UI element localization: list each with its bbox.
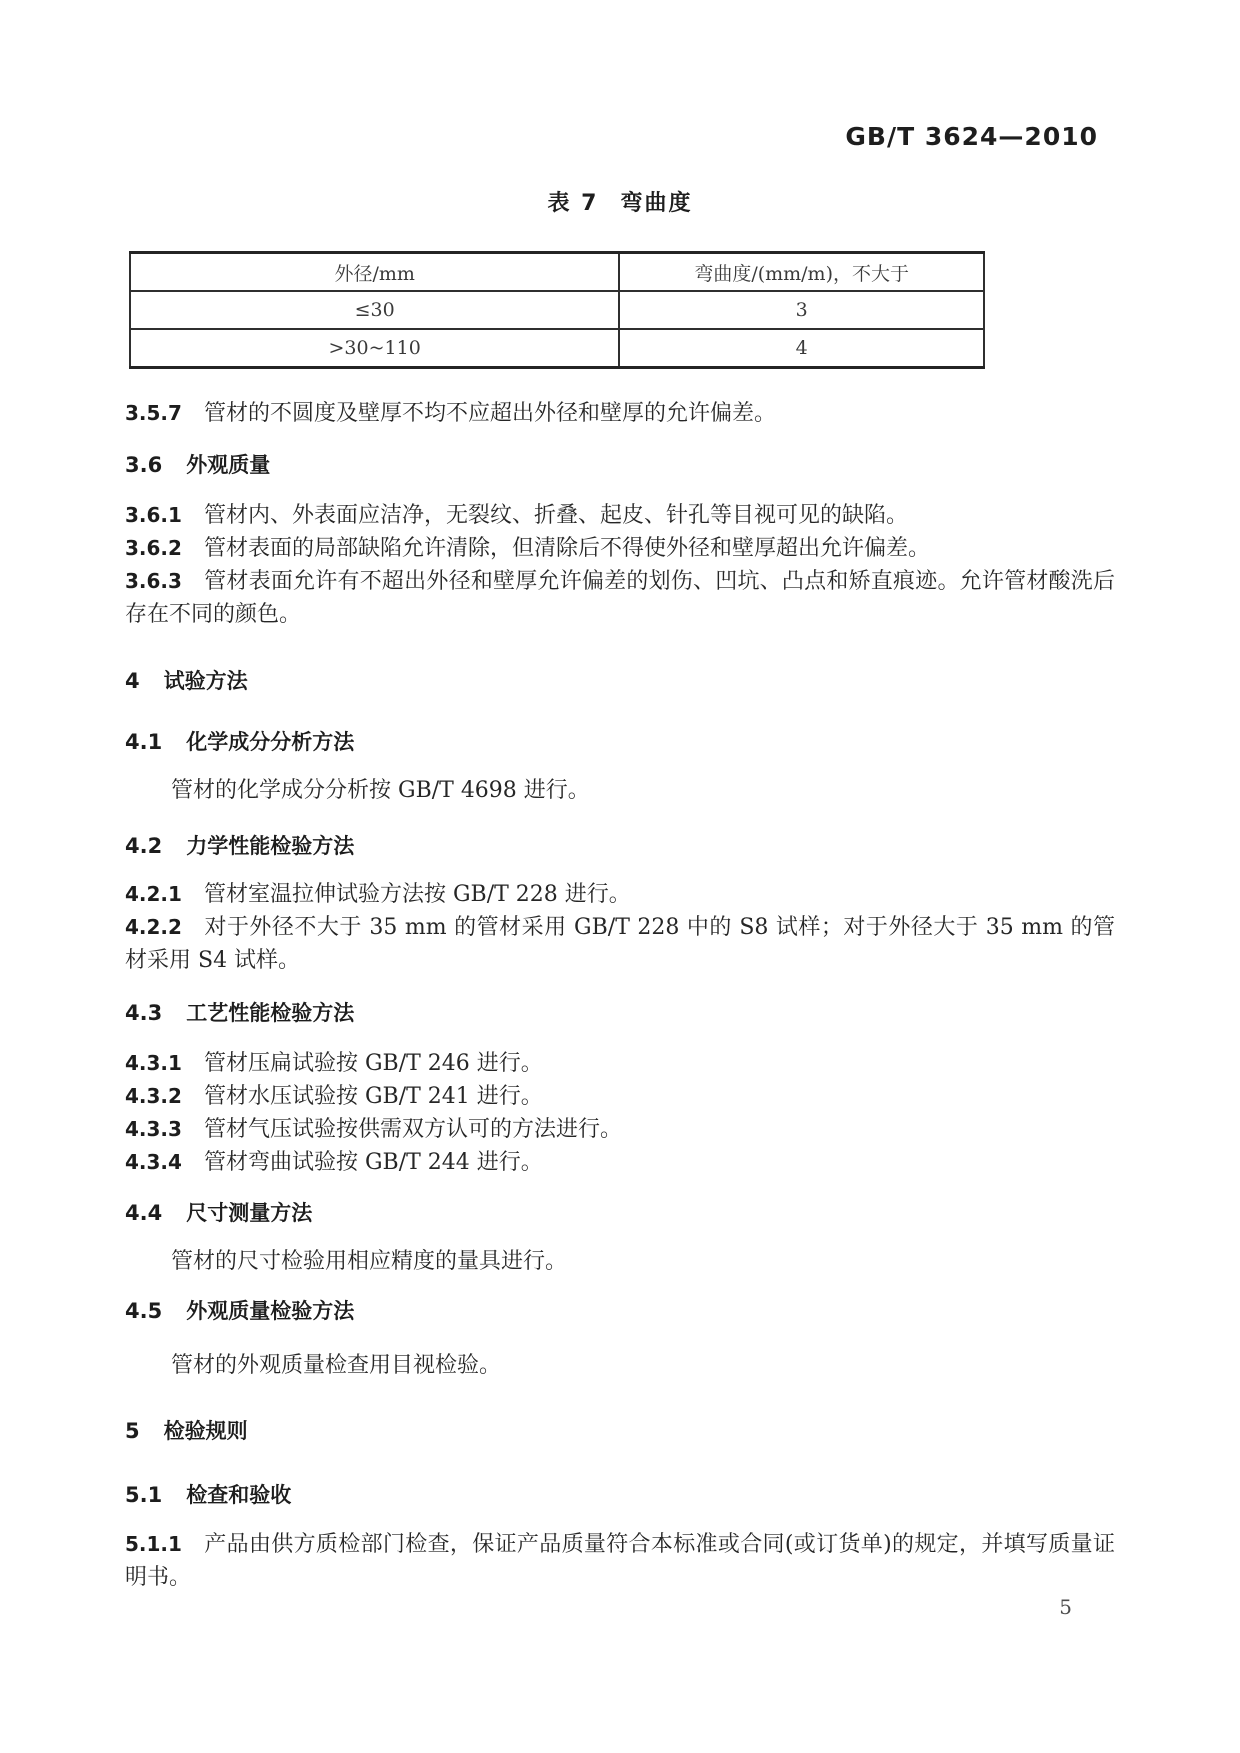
clause-4-3-2 — [125, 1080, 1115, 1113]
clause-text: 管材压扁试验按 GB/T 246 进行。 — [203, 1051, 543, 1076]
clause-number: 5.1.1 — [125, 1532, 182, 1556]
heading-number: 4.2 — [125, 834, 163, 858]
section-heading-4-2 — [125, 830, 1115, 863]
clause-number: 4.3.1 — [125, 1051, 182, 1075]
clause-text: 管材弯曲试验按 GB/T 244 进行。 — [203, 1150, 543, 1175]
page-content — [125, 186, 1115, 1594]
clause-3-6-3 — [125, 565, 1115, 631]
clause-4-3-3 — [125, 1113, 1115, 1146]
clause-4-3-4 — [125, 1146, 1115, 1179]
heading-number: 5 — [125, 1419, 140, 1443]
clause-4-3-1 — [125, 1047, 1115, 1080]
heading-number: 4.4 — [125, 1201, 163, 1225]
clause-text: 管材内、外表面应洁净，无裂纹、折叠、起皮、针孔等目视可见的缺陷。 — [203, 503, 908, 528]
paragraph-dimension-measuring: 管材的尺寸检验用相应精度的量具进行。 — [171, 1249, 568, 1274]
clause-number: 3.5.7 — [125, 401, 182, 425]
clause-5-1-1 — [125, 1528, 1115, 1594]
heading-text: 外观质量 — [186, 453, 271, 477]
heading-text: 化学成分分析方法 — [186, 730, 355, 754]
table-caption — [125, 186, 1115, 217]
clause-4-2-2 — [125, 911, 1115, 977]
clause-number: 4.2.1 — [125, 882, 182, 906]
heading-number: 4.3 — [125, 1001, 163, 1025]
table-cell: 3 — [619, 291, 984, 329]
clause-number: 3.6.3 — [125, 569, 182, 593]
section-heading-4-3 — [125, 997, 1115, 1030]
table-header-row — [130, 253, 984, 292]
section-heading-4-1 — [125, 726, 1115, 759]
heading-number: 3.6 — [125, 453, 163, 477]
page-number: 5 — [1059, 1595, 1072, 1619]
clause-number: 3.6.2 — [125, 536, 182, 560]
bend-degree-table — [129, 251, 985, 369]
heading-text: 外观质量检验方法 — [186, 1299, 355, 1323]
clause-text: 管材的不圆度及壁厚不均不应超出外径和壁厚的允许偏差。 — [203, 401, 776, 426]
heading-text: 试验方法 — [163, 669, 248, 693]
clause-text: 对于外径不大于 35 mm 的管材采用 GB/T 228 中的 S8 试样；对于外径大于 35 mm 的管材采用 S4 试样。 — [125, 915, 1115, 973]
clause-text: 产品由供方质检部门检查，保证产品质量符合本标准或合同(或订货单)的规定，并填写质量证明书。 — [125, 1532, 1115, 1590]
clause-number: 4.3.4 — [125, 1150, 182, 1174]
table-caption-title: 弯曲度 — [620, 191, 693, 216]
clause-number: 4.3.2 — [125, 1084, 182, 1108]
clause-4-2-1 — [125, 878, 1115, 911]
clause-number: 4.2.2 — [125, 915, 182, 939]
section-heading-5-1 — [125, 1479, 1115, 1512]
table-caption-label: 表 7 — [547, 191, 599, 216]
heading-text: 检查和验收 — [186, 1483, 292, 1507]
clause-number: 3.6.1 — [125, 503, 182, 527]
chapter-heading-4 — [125, 665, 1115, 698]
heading-text: 尺寸测量方法 — [186, 1201, 313, 1225]
clause-text: 管材表面允许有不超出外径和壁厚允许偏差的划伤、凹坑、凸点和矫直痕迹。允许管材酸洗后存在不同的颜色。 — [125, 569, 1115, 627]
section-heading-4-5 — [125, 1295, 1115, 1328]
paragraph-visual-inspection: 管材的外观质量检查用目视检验。 — [171, 1353, 502, 1378]
table-header-cell-outer-diameter: 外径/mm — [130, 253, 619, 292]
heading-number: 4.1 — [125, 730, 163, 754]
heading-text: 工艺性能检验方法 — [186, 1001, 355, 1025]
heading-number: 4.5 — [125, 1299, 163, 1323]
table-cell: ≤30 — [130, 291, 619, 329]
clause-text: 管材气压试验按供需双方认可的方法进行。 — [203, 1117, 622, 1142]
standard-code: GB/T 3624—2010 — [845, 122, 1098, 151]
clause-3-6-1 — [125, 499, 1115, 532]
heading-number: 4 — [125, 669, 140, 693]
table-cell: 4 — [619, 329, 984, 368]
clause-text: 管材水压试验按 GB/T 241 进行。 — [203, 1084, 543, 1109]
section-heading-3-6 — [125, 449, 1115, 482]
heading-text: 力学性能检验方法 — [186, 834, 355, 858]
clause-text: 管材表面的局部缺陷允许清除，但清除后不得使外径和壁厚超出允许偏差。 — [203, 536, 930, 561]
clause-3-5-7 — [125, 397, 1115, 430]
heading-number: 5.1 — [125, 1483, 163, 1507]
table-row — [130, 329, 984, 368]
table-cell: >30~110 — [130, 329, 619, 368]
section-heading-4-4 — [125, 1197, 1115, 1230]
clause-number: 4.3.3 — [125, 1117, 182, 1141]
paragraph-chemical-analysis: 管材的化学成分分析按 GB/T 4698 进行。 — [171, 778, 590, 803]
chapter-heading-5 — [125, 1415, 1115, 1448]
clause-3-6-2 — [125, 532, 1115, 565]
clause-text: 管材室温拉伸试验方法按 GB/T 228 进行。 — [203, 882, 631, 907]
table-header-cell-bend-degree: 弯曲度/(mm/m)，不大于 — [619, 253, 984, 292]
heading-text: 检验规则 — [163, 1419, 248, 1443]
table-row — [130, 291, 984, 329]
